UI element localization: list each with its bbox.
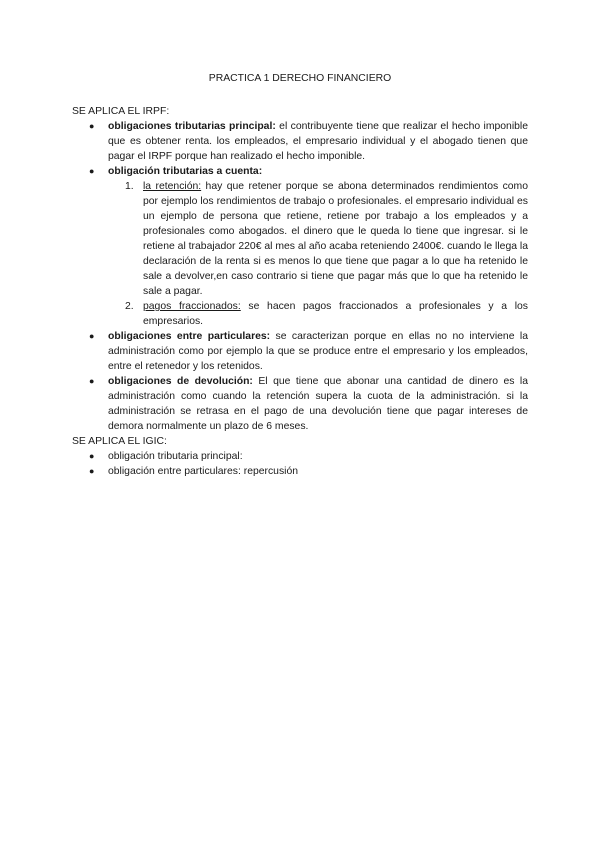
list-item bbox=[72, 464, 528, 479]
subitem-label: pagos fraccionados: bbox=[143, 301, 241, 312]
subitem-text: se hacen pagos fraccionados a profesionales y a los empresarios. bbox=[143, 301, 528, 327]
bullet-icon: ● bbox=[89, 376, 95, 386]
igic-heading: SE APLICA EL IGIC: bbox=[72, 436, 167, 447]
igic-list bbox=[72, 449, 528, 479]
irpf-list bbox=[72, 119, 528, 434]
list-item bbox=[72, 374, 528, 434]
document-body bbox=[72, 104, 528, 479]
bullet-icon: ● bbox=[89, 121, 95, 131]
bullet-icon: ● bbox=[89, 331, 95, 341]
sublist-item bbox=[108, 299, 528, 329]
bullet-icon: ● bbox=[89, 466, 95, 476]
list-item bbox=[72, 449, 528, 464]
item-text: El que tiene que abonar una cantidad de dinero es la administración como cuando la retención supera la cuota de la administración. si la administración se retrasa en el pago de una devolución tiene que pagar intereses de demora normalmente un plazo de 6 meses. bbox=[108, 376, 528, 432]
item-label: obligaciones de devolución: bbox=[108, 376, 253, 387]
document-title: PRACTICA 1 DERECHO FINANCIERO bbox=[208, 73, 392, 84]
list-item bbox=[72, 329, 528, 374]
numbered-sublist bbox=[108, 179, 528, 329]
irpf-heading: SE APLICA EL IRPF: bbox=[72, 106, 170, 117]
subitem-text: hay que retener porque se abona determinados rendimientos como por ejemplo los rendimientos de trabajo o profesionales. el empresario individual es un ejemplo de persona que retiene, retiene por trabajo a los empleados y a profesionales como abogados. el dinero que le queda lo tiene que ingresar. si le retiene al trabajador 220€ al mes al año acaba reteniendo 2400€. cuando le llega la declaración de la renta si es menos lo que tiene que pagar a lo que ha retenido le sale a devolver,en caso contrario si tiene que pagar más que lo que ha retenido le sale a pagar. bbox=[143, 181, 528, 297]
item-text: obligación entre particulares: repercusión bbox=[108, 466, 299, 477]
list-item bbox=[72, 119, 528, 164]
item-label: obligaciones entre particulares: bbox=[108, 331, 271, 342]
item-text: el contribuyente tiene que realizar el hecho imponible que es obtener renta. los empleados, el empresario individual y el abogado tienen que pagar el IRPF porque han realizado el hecho imponible. bbox=[108, 121, 528, 162]
bullet-icon: ● bbox=[89, 451, 95, 461]
bullet-icon: ● bbox=[89, 166, 95, 176]
list-item bbox=[72, 164, 528, 329]
item-label: obligaciones tributarias principal: bbox=[108, 121, 276, 132]
item-label: obligación tributarias a cuenta: bbox=[108, 166, 263, 177]
sublist-item bbox=[108, 179, 528, 299]
item-number: 2. bbox=[125, 301, 134, 312]
subitem-label: la retención: bbox=[143, 181, 202, 192]
item-text: obligación tributaria principal: bbox=[108, 451, 243, 462]
item-text: se caracterizan porque en ellas no no interviene la administración como por ejemplo la que se produce entre el empresario y los empleados, entre el retenedor y los retenidos. bbox=[108, 331, 528, 372]
item-number: 1. bbox=[125, 181, 134, 192]
